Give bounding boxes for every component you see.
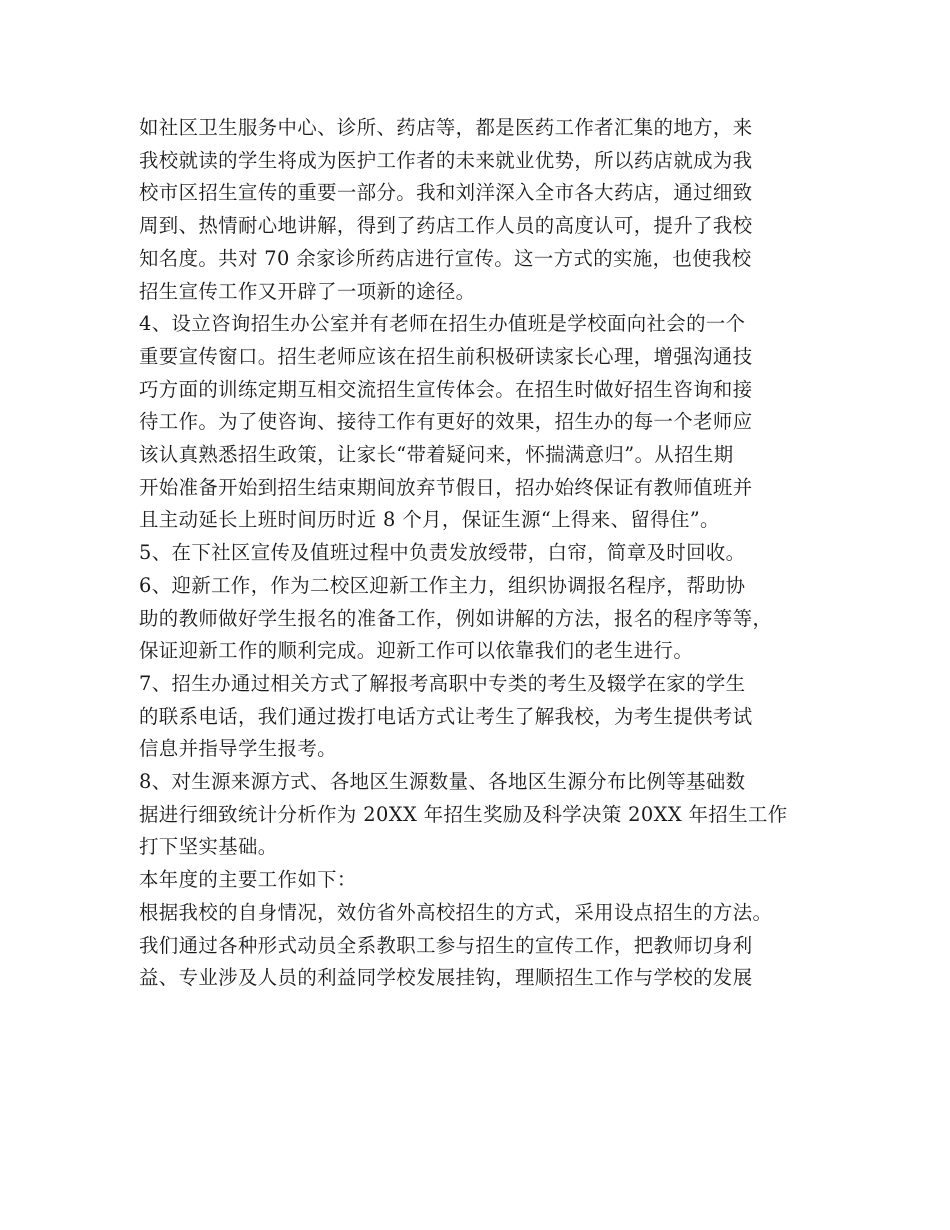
text-line-18: 7、招生办通过相关方式了解报考高职中专类的考生及辍学在家的学生 [139,671,746,695]
text-line-10: 待工作。为了使咨询、接待工作有更好的效果，招生办的每一个老师应 [139,410,753,434]
text-line-12: 开始准备开始到招生结束期间放弃节假日，招办始终保证有教师值班并 [139,475,753,499]
text-line-14: 5、在下社区宣传及值班过程中负责发放绶带，白帘，简章及时回收。 [139,541,746,565]
text-line-26: 我们通过各种形式动员全系教职工参与招生的宣传工作，把教师切身利 [139,933,753,957]
text-line-25: 根据我校的自身情况，效仿省外高校招生的方式，采用设点招生的方法。 [139,900,773,924]
text-line-6: 招生宣传工作又开辟了一项新的途径。 [139,279,476,303]
text-line-27: 益、专业涉及人员的利益同学校发展挂钩，理顺招生工作与学校的发展 [139,966,753,990]
text-line-24: 本年度的主要工作如下： [139,868,357,892]
text-line-20: 信息并指导学生报考。 [139,737,337,761]
text-line-13: 且主动延长上班时间历时近 8 个月，保证生源“上得来、留得住”。 [139,508,720,532]
text-line-8: 重要宣传窗口。招生老师应该在招生前积极研读家长心理，增强沟通技 [139,344,753,368]
text-line-5: 知名度。共对 70 余家诊所药店进行宣传。这一方式的实施，也使我校 [139,246,752,270]
text-line-11: 该认真熟悉招生政策，让家长“带着疑问来，怀揣满意归”。从招生期 [139,443,734,467]
text-line-19: 的联系电话，我们通过拨打电话方式让考生了解我校，为考生提供考试 [139,704,753,728]
text-line-3: 校市区招生宣传的重要一部分。我和刘洋深入全市各大药店，通过细致 [139,181,753,205]
text-line-23: 打下坚实基础。 [139,835,278,859]
text-line-1: 如社区卫生服务中心、诊所、药店等，都是医药工作者汇集的地方，来 [139,116,753,139]
text-line-16: 助的教师做好学生报名的准备工作，例如讲解的方法，报名的程序等等， [139,606,773,630]
text-line-4: 周到、热情耐心地讲解，得到了药店工作人员的高度认可，提升了我校 [139,214,753,238]
text-line-21: 8、对生源来源方式、各地区生源数量、各地区生源分布比例等基础数 [139,770,746,794]
text-line-17: 保证迎新工作的顺利完成。迎新工作可以依靠我们的老生进行。 [139,639,694,663]
body-text [139,112,829,995]
text-line-15: 6、迎新工作，作为二校区迎新工作主力，组织协调报名程序，帮助协 [139,573,746,597]
text-line-2: 我校就读的学生将成为医护工作者的未来就业优势，所以药店就成为我 [139,148,753,172]
text-line-7: 4、设立咨询招生办公室并有老师在招生办值班是学校面向社会的一个 [139,312,746,336]
text-line-9: 巧方面的训练定期互相交流招生宣传体会。在招生时做好招生咨询和接 [139,377,753,401]
text-line-22: 据进行细致统计分析作为 20XX 年招生奖励及科学决策 20XX 年招生工作 [139,802,788,826]
